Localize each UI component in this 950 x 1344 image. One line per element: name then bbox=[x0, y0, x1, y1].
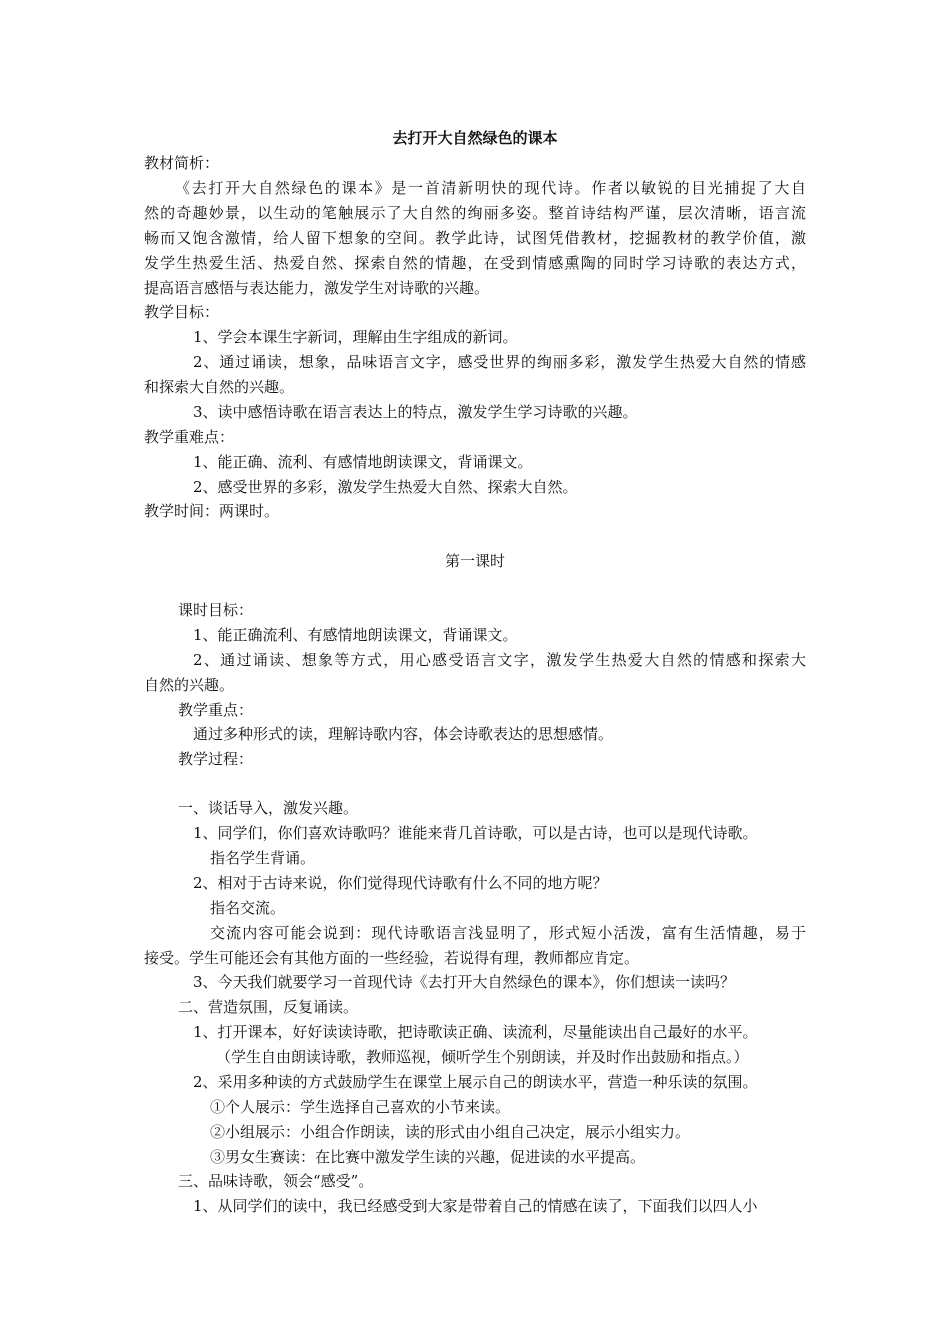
process-note: 指名交流。 bbox=[210, 899, 286, 917]
lesson-goal-item: 2、通过诵读、想象等方式，用心感受语言文字，激发学生热爱大自然的情感和探索大 bbox=[193, 651, 806, 669]
teaching-time: 教学时间：两课时。 bbox=[144, 502, 280, 520]
process-note: （学生自由朗读诗歌，教师巡视，倾听学生个别朗读，并及时作出鼓励和指点。） bbox=[216, 1048, 749, 1066]
process-section: 二、营造氛围，反复诵读。 bbox=[178, 998, 359, 1016]
process-section: 三、品味诗歌，领会“感受”。 bbox=[178, 1172, 374, 1190]
process-note-continued: 接受。学生可能还会有其他方面的一些经验，若说得有理，教师都应肯定。 bbox=[144, 949, 640, 967]
process-substep: ①个人展示：学生选择自己喜欢的小节来读。 bbox=[210, 1098, 511, 1116]
lesson-title: 第一课时 bbox=[444, 552, 505, 570]
document-title: 去打开大自然绿色的课本 bbox=[392, 129, 558, 147]
analysis-line: 提高语言感悟与表达能力，激发学生对诗歌的兴趣。 bbox=[144, 279, 490, 297]
lesson-goal-item-continued: 自然的兴趣。 bbox=[144, 676, 235, 694]
process-step: 1、从同学们的读中，我已经感受到大家是带着自己的情感在读了，下面我们以四人小 bbox=[193, 1197, 758, 1215]
analysis-line: 然的奇趣妙景，以生动的笔触展示了大自然的绚丽多姿。整首诗结构严谨，层次清晰，语言流 bbox=[144, 204, 806, 222]
key-points-heading: 教学重难点： bbox=[144, 428, 235, 446]
process-step: 2、采用多种读的方式鼓励学生在课堂上展示自己的朗读水平，营造一种乐读的氛围。 bbox=[193, 1073, 758, 1091]
analysis-heading: 教材简析： bbox=[144, 154, 220, 172]
process-section: 一、谈话导入，激发兴趣。 bbox=[178, 799, 359, 817]
process-step: 1、打开课本，好好读读诗歌，把诗歌读正确、读流利，尽量能读出自己最好的水平。 bbox=[193, 1023, 758, 1041]
lesson-goal-item: 1、能正确流利、有感情地朗读课文，背诵课文。 bbox=[193, 626, 518, 644]
process-step: 3、今天我们就要学习一首现代诗《去打开大自然绿色的课本》，你们想读一读吗？ bbox=[193, 973, 736, 991]
process-heading: 教学过程： bbox=[178, 750, 254, 768]
goal-item: 3、读中感悟诗歌在语言表达上的特点，激发学生学习诗歌的兴趣。 bbox=[193, 403, 638, 421]
goals-heading: 教学目标： bbox=[144, 303, 220, 321]
goal-item-continued: 和探索大自然的兴趣。 bbox=[144, 378, 295, 396]
focus-text: 通过多种形式的读，理解诗歌内容，体会诗歌表达的思想感情。 bbox=[193, 725, 614, 743]
lesson-goals-heading: 课时目标： bbox=[178, 601, 254, 619]
process-note: 指名学生背诵。 bbox=[210, 849, 316, 867]
process-substep: ②小组展示：小组合作朗读，读的形式由小组自己决定，展示小组实力。 bbox=[210, 1123, 691, 1141]
key-point-item: 1、能正确、流利、有感情地朗读课文，背诵课文。 bbox=[193, 453, 533, 471]
process-step: 2、相对于古诗来说，你们觉得现代诗歌有什么不同的地方呢？ bbox=[193, 874, 608, 892]
goal-item: 2、通过诵读，想象，品味语言文字，感受世界的绚丽多彩，激发学生热爱大自然的情感 bbox=[193, 353, 806, 371]
analysis-line: 发学生热爱生活、热爱自然、探索自然的情趣，在受到情感熏陶的同时学习诗歌的表达方式， bbox=[144, 254, 806, 272]
process-note: 交流内容可能会说到：现代诗歌语言浅显明了，形式短小活泼，富有生活情趣，易于 bbox=[210, 924, 806, 942]
analysis-line: 《去打开大自然绿色的课本》是一首清新明快的现代诗。作者以敏锐的目光捕捉了大自 bbox=[175, 179, 806, 197]
key-point-item: 2、感受世界的多彩，激发学生热爱大自然、探索大自然。 bbox=[193, 478, 578, 496]
process-step: 1、同学们，你们喜欢诗歌吗？谁能来背几首诗歌，可以是古诗，也可以是现代诗歌。 bbox=[193, 824, 758, 842]
goal-item: 1、学会本课生字新词，理解由生字组成的新词。 bbox=[193, 328, 518, 346]
focus-heading: 教学重点： bbox=[178, 701, 254, 719]
analysis-line: 畅而又饱含激情，给人留下想象的空间。教学此诗，试图凭借教材，挖掘教材的教学价值，激 bbox=[144, 229, 806, 247]
process-substep: ③男女生赛读：在比赛中激发学生读的兴趣，促进读的水平提高。 bbox=[210, 1148, 646, 1166]
